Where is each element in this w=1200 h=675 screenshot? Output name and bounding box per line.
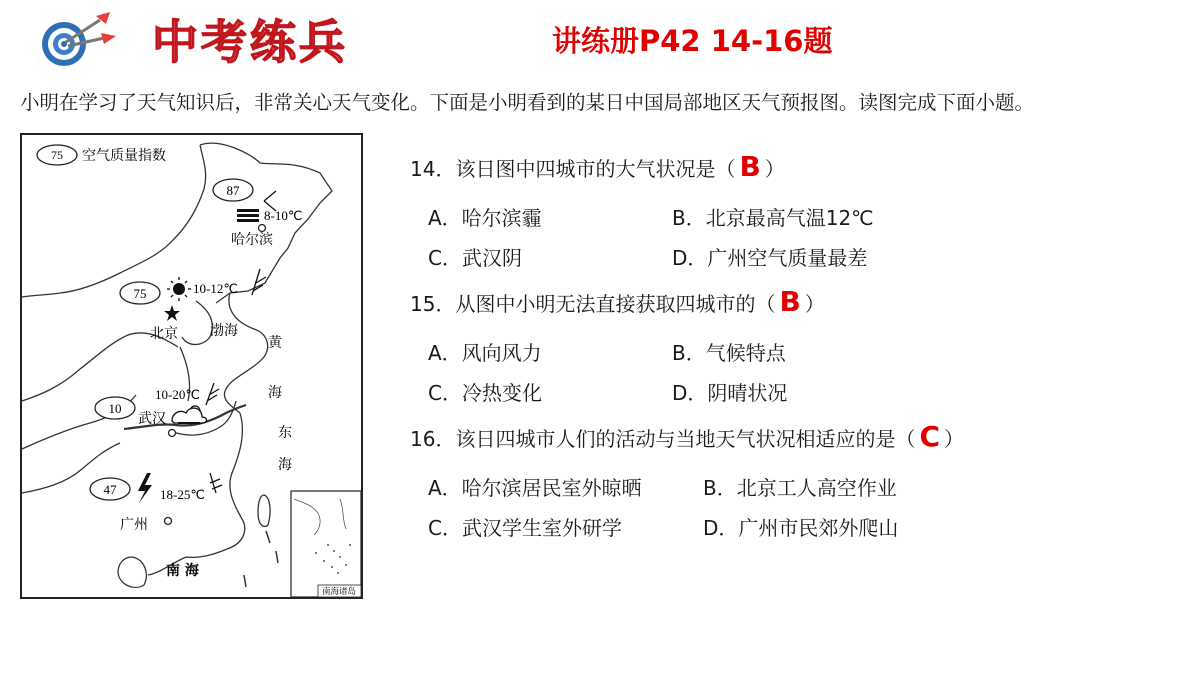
beijing-aqi: 75 bbox=[133, 286, 147, 301]
wuhan-aqi: 10 bbox=[108, 401, 122, 416]
huanghai-label-1: 黄 bbox=[268, 335, 282, 351]
bohai-label: 渤海 bbox=[210, 323, 238, 339]
answer-mark: B bbox=[739, 150, 761, 183]
beijing-temp: 10-12℃ bbox=[193, 281, 238, 296]
option-c[interactable]: C．武汉阴 bbox=[428, 246, 522, 270]
intro-text: 小明在学习了天气知识后，非常关心天气变化。下面是小明看到的某日中国局部地区天气预报图。读图完成下面小题。 bbox=[20, 91, 1035, 114]
option-b[interactable]: B．气候特点 bbox=[672, 341, 786, 365]
question-suffix: ） bbox=[944, 427, 965, 451]
dartboard-icon bbox=[38, 10, 120, 68]
guangzhou-aqi: 47 bbox=[103, 482, 117, 497]
question-stem bbox=[410, 150, 785, 183]
question-list bbox=[410, 150, 1190, 555]
harbin-temp: 8-10℃ bbox=[264, 208, 303, 223]
option-d[interactable]: D．阴晴状况 bbox=[672, 381, 788, 405]
option-d[interactable]: D．广州空气质量最差 bbox=[672, 246, 868, 270]
donghai-label-1: 东 bbox=[278, 425, 292, 441]
wuhan-label: 武汉 bbox=[138, 411, 166, 427]
question-prefix: 16．该日四城市人们的活动与当地天气状况相适应的是（ bbox=[410, 427, 916, 451]
huanghai-label-2: 海 bbox=[268, 385, 282, 401]
question-stem bbox=[410, 285, 825, 318]
option-c[interactable]: C．武汉学生室外研学 bbox=[428, 516, 622, 540]
beijing-label: 北京 bbox=[150, 326, 178, 342]
harbin-aqi: 87 bbox=[226, 183, 240, 198]
option-d[interactable]: D．广州市民郊外爬山 bbox=[703, 516, 899, 540]
question-prefix: 15．从图中小明无法直接获取四城市的（ bbox=[410, 292, 776, 316]
guangzhou-label: 广州 bbox=[120, 517, 148, 533]
answer-mark: B bbox=[779, 285, 801, 318]
harbin-label: 哈尔滨 bbox=[231, 232, 273, 248]
wuhan-temp: 10-20℃ bbox=[155, 387, 200, 402]
option-b[interactable]: B．北京工人高空作业 bbox=[703, 476, 897, 500]
inset-label: 南海诸岛 bbox=[321, 587, 357, 597]
option-a[interactable]: A．哈尔滨居民室外晾晒 bbox=[428, 476, 642, 500]
nanhai-label: 南 海 bbox=[166, 563, 199, 579]
question-prefix: 14．该日图中四城市的大气状况是（ bbox=[410, 157, 736, 181]
question-stem bbox=[410, 420, 964, 453]
option-a[interactable]: A．哈尔滨霾 bbox=[428, 206, 542, 230]
haze-icon bbox=[237, 209, 259, 222]
legend-aqi-sample: 75 bbox=[51, 148, 63, 162]
question-suffix: ） bbox=[764, 157, 785, 181]
page-title: 中考练兵 bbox=[152, 15, 348, 69]
option-c[interactable]: C．冷热变化 bbox=[428, 381, 542, 405]
question-14 bbox=[410, 150, 1190, 285]
guangzhou-temp: 18-25℃ bbox=[160, 487, 205, 502]
legend-label: 空气质量指数 bbox=[82, 148, 166, 164]
page-subtitle: 讲练册P42 14-16题 bbox=[552, 24, 833, 58]
option-a[interactable]: A．风向风力 bbox=[428, 341, 542, 365]
question-suffix: ） bbox=[804, 292, 825, 316]
weather-map bbox=[20, 133, 363, 599]
donghai-label-2: 海 bbox=[278, 457, 292, 473]
question-15 bbox=[410, 285, 1190, 420]
question-16 bbox=[410, 420, 1190, 555]
answer-mark: C bbox=[919, 420, 941, 453]
option-b[interactable]: B．北京最高气温12℃ bbox=[672, 206, 874, 230]
